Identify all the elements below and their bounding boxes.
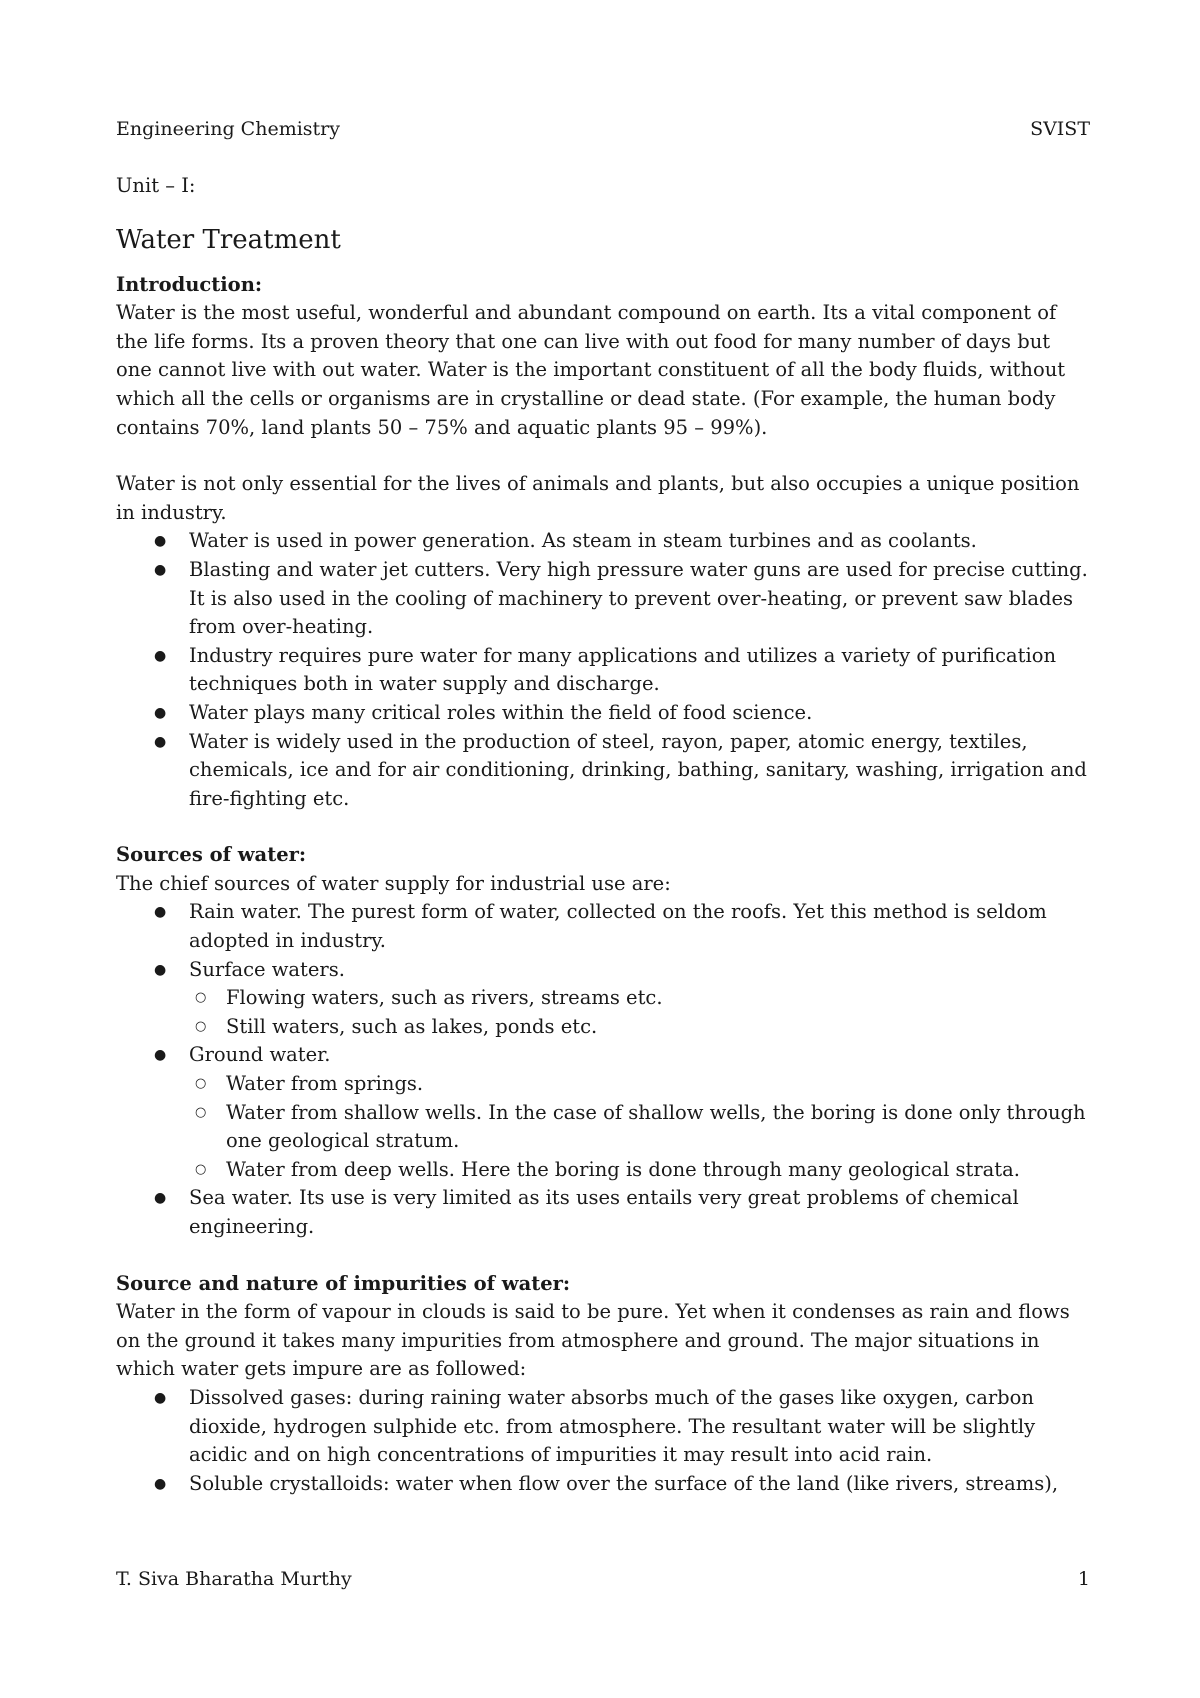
list-item	[116, 728, 1090, 814]
bullet-icon: ●	[154, 561, 167, 578]
list-item	[116, 1041, 1090, 1184]
list-item-text: Rain water. The purest form of water, collected on the roofs. Yet this method is seldom adopted in industry.	[189, 900, 1047, 953]
sources-intro: The chief sources of water supply for industrial use are:	[116, 871, 671, 895]
bullet-icon: ●	[154, 904, 167, 921]
industry-paragraph: Water is not only essential for the lives of animals and plants, but also occupies a unique position in industry.	[116, 472, 1080, 524]
sub-list-item-text: Water from springs.	[226, 1072, 424, 1096]
footer-author: T. Siva Bharatha Murthy	[116, 1568, 352, 1590]
bullet-icon: ●	[154, 733, 167, 750]
list-item-text: Water is widely used in the production of steel, rayon, paper, atomic energy, textiles, chemicals, ice and for air conditioning, drinking, bathing, sanitary, washing, irrigation and fire-fighting etc.	[189, 729, 1087, 810]
list-item	[116, 1470, 1090, 1499]
list-item-text: Industry requires pure water for many applications and utilizes a variety of purification techniques both in water supply and discharge.	[189, 643, 1057, 696]
sub-list-item-text: Still waters, such as lakes, ponds etc.	[226, 1014, 598, 1038]
list-item-text: Blasting and water jet cutters. Very high pressure water guns are used for precise cutting. It is also used in the cooling of machinery to prevent over-heating, or prevent saw blades from over-heating.	[189, 557, 1088, 639]
list-item-text: Water is used in power generation. As steam in steam turbines and as coolants.	[189, 529, 977, 553]
header-course-title: Engineering Chemistry	[116, 118, 340, 140]
sub-list-item	[189, 984, 1090, 1013]
list-item-text: Soluble crystalloids: water when flow over the surface of the land (like rivers, streams),	[189, 1471, 1059, 1495]
list-item-text: Surface waters.	[189, 957, 345, 981]
surface-waters-sublist	[189, 984, 1090, 1041]
sources-heading: Sources of water:	[116, 843, 307, 867]
impurities-list	[116, 1384, 1090, 1498]
sub-bullet-icon: ○	[195, 1104, 207, 1120]
sub-list-item-text: Flowing waters, such as rivers, streams etc.	[226, 986, 663, 1010]
list-item	[116, 699, 1090, 728]
list-item	[116, 956, 1090, 1042]
bullet-icon: ●	[154, 1190, 167, 1207]
ground-water-sublist	[189, 1070, 1090, 1184]
bullet-icon: ●	[154, 1475, 167, 1492]
sub-list-item-text: Water from shallow wells. In the case of shallow wells, the boring is done only through one geological stratum.	[226, 1100, 1086, 1153]
page-title: Water Treatment	[116, 224, 341, 255]
impurities-paragraph: Water in the form of vapour in clouds is said to be pure. Yet when it condenses as rain and flows on the ground it takes many impurities from atmosphere and ground. The major situations in which water gets impure are as followed:	[116, 1300, 1070, 1381]
sub-list-item-text: Water from deep wells. Here the boring is done through many geological strata.	[226, 1157, 1020, 1181]
sub-bullet-icon: ○	[195, 1018, 207, 1034]
list-item-text: Dissolved gases: during raining water absorbs much of the gases like oxygen, carbon dioxide, hydrogen sulphide etc. from atmosphere. The resultant water will be slightly acidic and on high concentrations of impurities it may result into acid rain.	[189, 1385, 1036, 1467]
introduction-paragraph: Water is the most useful, wonderful and abundant compound on earth. Its a vital component of the life forms. Its a proven theory that one can live with out food for many number of days but one cannot live with out water. Water is the important constituent of all the body fluids, without which all the cells or organisms are in crystalline or dead state. (For example, the human body contains 70%, land plants 50 – 75% and aquatic plants 95 – 99%).	[116, 301, 1066, 439]
sub-bullet-icon: ○	[195, 1076, 207, 1092]
list-item	[116, 898, 1090, 955]
sub-list-item	[189, 1156, 1090, 1185]
sub-bullet-icon: ○	[195, 1161, 207, 1177]
sub-list-item	[189, 1013, 1090, 1042]
sub-list-item	[189, 1099, 1090, 1156]
list-item-text: Sea water. Its use is very limited as its uses entails very great problems of chemical engineering.	[189, 1186, 1019, 1238]
page-footer	[116, 1566, 1090, 1592]
page-number: 1	[1077, 1568, 1090, 1590]
bullet-icon: ●	[154, 533, 167, 550]
list-item	[116, 1184, 1090, 1241]
list-item	[116, 527, 1090, 556]
list-item	[116, 1384, 1090, 1470]
list-item	[116, 556, 1090, 642]
sources-list	[116, 898, 1090, 1241]
list-item-text: Water plays many critical roles within the field of food science.	[189, 700, 813, 724]
header-institution: SVIST	[1030, 118, 1090, 140]
bullet-icon: ●	[154, 647, 167, 664]
list-item	[116, 642, 1090, 699]
page-content	[116, 172, 1090, 1498]
impurities-heading: Source and nature of impurities of water:	[116, 1271, 571, 1295]
list-item-text: Ground water.	[189, 1043, 331, 1067]
introduction-heading: Introduction:	[116, 272, 263, 296]
industry-uses-list	[116, 527, 1090, 813]
bullet-icon: ●	[154, 961, 167, 978]
bullet-icon: ●	[154, 704, 167, 721]
unit-label: Unit – I:	[116, 174, 196, 197]
page-header	[116, 116, 1090, 142]
bullet-icon: ●	[154, 1389, 167, 1406]
sub-list-item	[189, 1070, 1090, 1099]
bullet-icon: ●	[154, 1047, 167, 1064]
sub-bullet-icon: ○	[195, 990, 207, 1006]
